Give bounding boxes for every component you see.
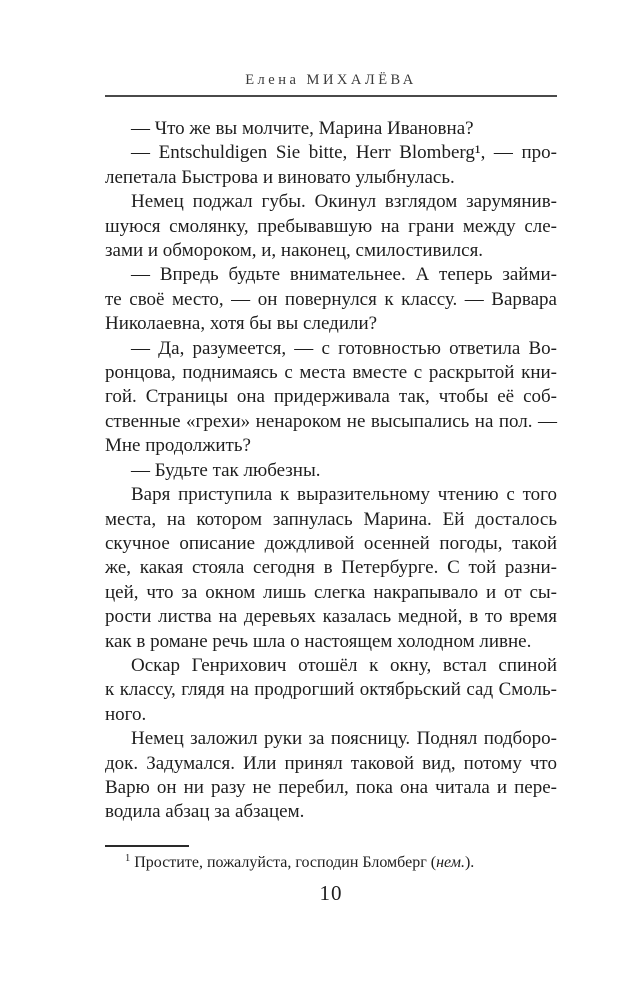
- text-line: — Да, разумеется, — с готовностью ответила Во-: [131, 337, 557, 359]
- paragraph: [105, 190, 557, 263]
- text-line: Варю он ни разу не перебил, пока она читала и пере-: [105, 776, 557, 798]
- text-line: водила абзац за абзацем.: [105, 801, 305, 823]
- paragraph: [105, 483, 557, 654]
- paragraph: [105, 459, 557, 483]
- page-number: 10: [319, 881, 343, 905]
- text-line: скучное описание дождливой осенней погоды, такой: [105, 532, 557, 554]
- text-line: зами и обмороком, и, наконец, смилостивился.: [105, 240, 484, 262]
- paragraph: [105, 263, 557, 336]
- text-line: Варя приступила к выразительному чтению с того: [131, 484, 557, 506]
- footnote-marker: 1: [125, 852, 131, 864]
- text-line: Оскар Генрихович отошёл к окну, встал спиной: [131, 654, 557, 676]
- footnote-divider: [105, 845, 189, 847]
- text-line: Мне продолжить?: [105, 435, 251, 457]
- text-line: гой. Страницы она придерживала так, чтобы её соб-: [105, 386, 557, 408]
- footnote-suffix: ).: [464, 854, 475, 871]
- text-block: [105, 117, 557, 825]
- header-divider: [105, 95, 557, 97]
- paragraph: [105, 337, 557, 459]
- text-line: — Entschuldigen Sie bitte, Herr Blomberg¹, — про-: [131, 142, 557, 164]
- paragraph: [105, 141, 557, 190]
- text-line: — Впредь будьте внимательнее. А теперь займи-: [131, 264, 557, 286]
- text-line: Немец заложил руки за поясницу. Поднял подборо-: [131, 728, 557, 750]
- text-line: ного.: [105, 703, 147, 725]
- text-line: ронцова, поднимаясь с места вместе с раскрытой кни-: [105, 362, 557, 384]
- text-line: цей, что за окном лишь слегка накрапывало и от сы-: [105, 581, 557, 603]
- text-line: те своё место, — он повернулся к классу. — Варвара: [105, 288, 557, 310]
- text-line: места, на котором запнулась Марина. Ей досталось: [105, 508, 557, 530]
- text-line: же, какая стояла сегодня в Петербурге. С той разни-: [105, 557, 557, 579]
- paragraph: [105, 727, 557, 825]
- text-line: Немец поджал губы. Окинул взглядом зарумянив-: [131, 191, 557, 213]
- footnote-language-note: нем.: [436, 854, 465, 871]
- running-header: Елена МИХАЛЁВА: [245, 72, 417, 88]
- footnote: [105, 852, 557, 873]
- text-line: лепетала Быстрова и виновато улыбнулась.: [105, 166, 455, 188]
- text-line: док. Задумался. Или принял таковой вид, потому что: [105, 752, 557, 774]
- text-line: рости листва на деревьях казалась медной, в то время: [105, 606, 557, 628]
- text-line: к классу, глядя на продрогший октябрьский сад Смоль-: [105, 679, 557, 701]
- footnote-text: Простите, пожалуйста, господин Бломберг (: [134, 854, 437, 871]
- text-line: как в романе речь шла о настоящем холодном ливне.: [105, 630, 532, 652]
- paragraph: [105, 654, 557, 727]
- text-line: шуюся смолянку, пребывавшую на грани между сле-: [105, 215, 557, 237]
- text-line: ственные «грехи» ненароком не высыпались на пол. —: [105, 410, 557, 432]
- text-line: Николаевна, хотя бы вы следили?: [105, 313, 378, 335]
- text-line: — Будьте так любезны.: [131, 459, 321, 481]
- text-line: — Что же вы молчите, Марина Ивановна?: [131, 118, 474, 139]
- paragraph: [105, 117, 557, 141]
